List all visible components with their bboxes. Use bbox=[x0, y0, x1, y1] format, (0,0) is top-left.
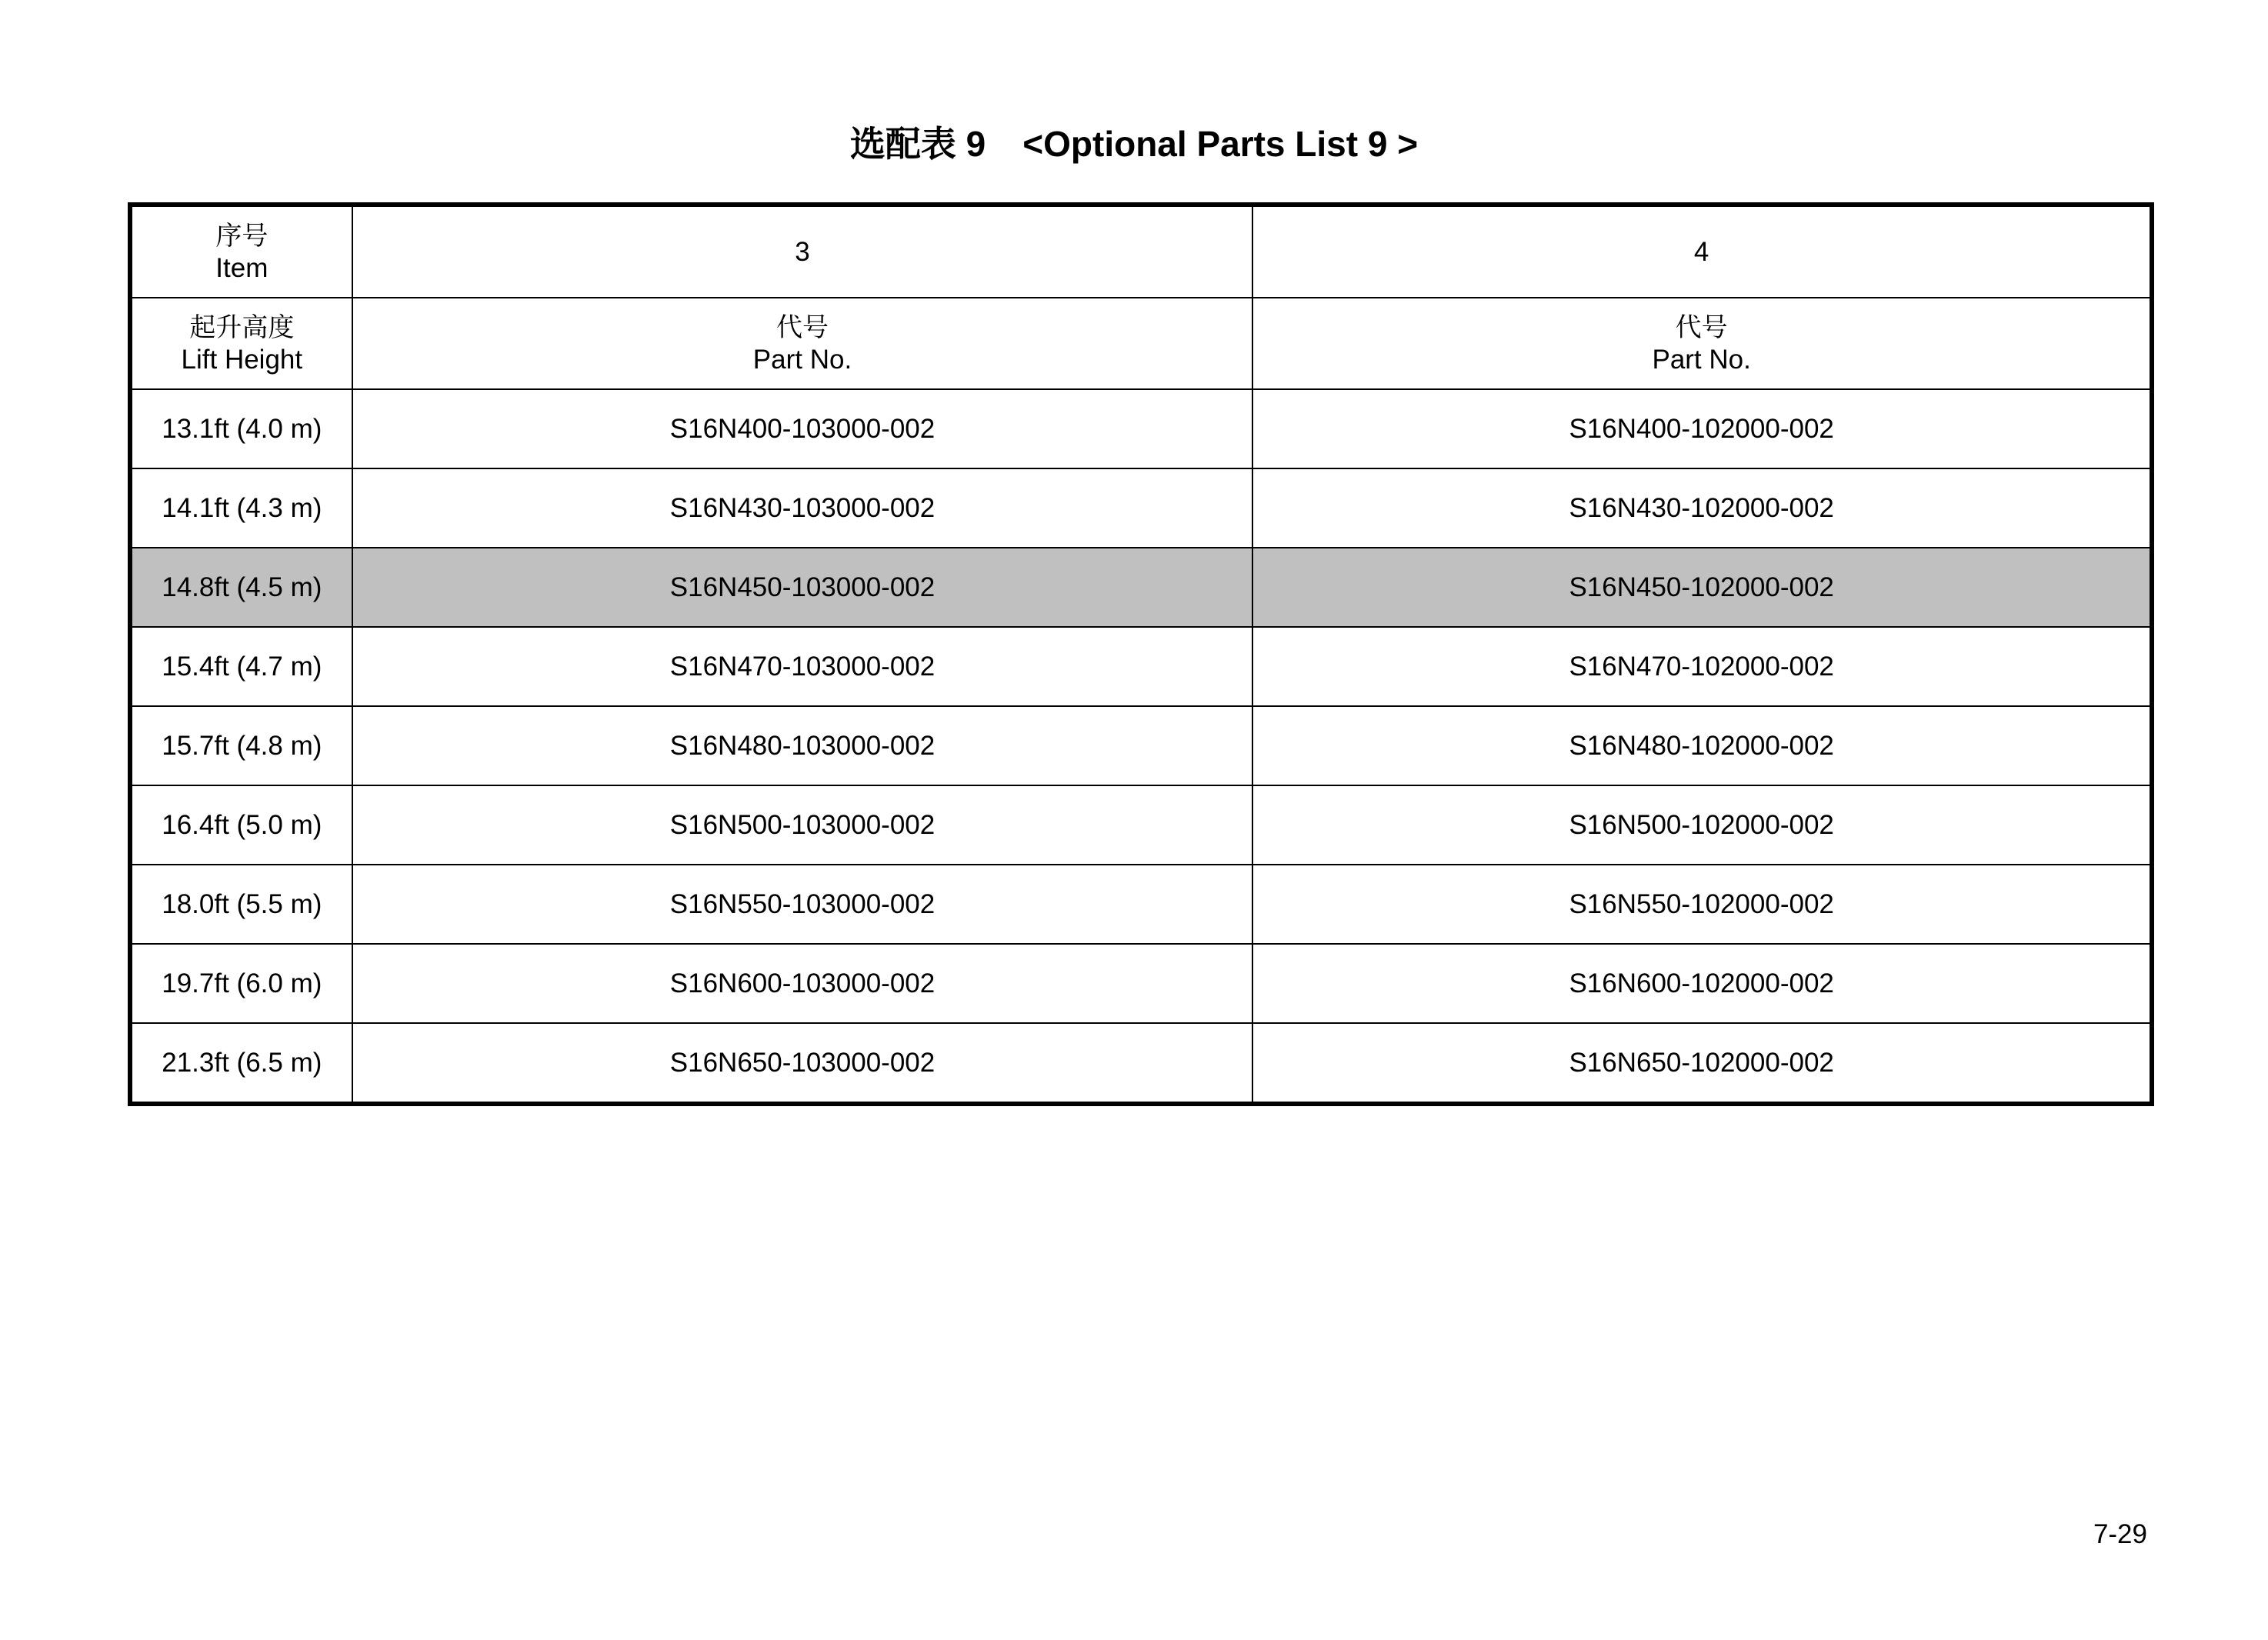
part-no-col4-cell: S16N450-102000-002 bbox=[1252, 548, 2152, 627]
part-no-col3-cell: S16N470-103000-002 bbox=[352, 627, 1253, 706]
page-title bbox=[0, 117, 2268, 171]
part-no-col4-cell: S16N470-102000-002 bbox=[1252, 627, 2152, 706]
header-row-item bbox=[130, 205, 2152, 298]
table-row bbox=[130, 468, 2152, 548]
table-row bbox=[130, 1023, 2152, 1104]
part-no-col3-cell: S16N550-103000-002 bbox=[352, 865, 1253, 944]
page-title-cn: 选配表 9 bbox=[849, 124, 986, 164]
table-row bbox=[130, 785, 2152, 865]
header-part-no-col4 bbox=[1252, 298, 2152, 389]
lift-height-cell: 14.8ft (4.5 m) bbox=[130, 548, 352, 627]
lift-height-cell: 18.0ft (5.5 m) bbox=[130, 865, 352, 944]
header-item-col4: 4 bbox=[1252, 205, 2152, 298]
lift-height-cell: 15.7ft (4.8 m) bbox=[130, 706, 352, 785]
part-no-col3-cell: S16N480-103000-002 bbox=[352, 706, 1253, 785]
header-part-no-col3-cn: 代号 bbox=[775, 312, 829, 343]
page-number: 7-29 bbox=[2093, 1519, 2147, 1549]
part-no-col4-cell: S16N650-102000-002 bbox=[1252, 1023, 2152, 1104]
lift-height-cell: 14.1ft (4.3 m) bbox=[130, 468, 352, 548]
table-row bbox=[130, 706, 2152, 785]
part-no-col3-cell: S16N650-103000-002 bbox=[352, 1023, 1253, 1104]
header-item-col3: 3 bbox=[352, 205, 1253, 298]
header-lift-height-cn: 起升高度 bbox=[189, 312, 295, 343]
part-no-col4-cell: S16N600-102000-002 bbox=[1252, 944, 2152, 1023]
part-no-col4-cell: S16N550-102000-002 bbox=[1252, 865, 2152, 944]
header-part-no-col3 bbox=[352, 298, 1253, 389]
header-part-no-col3-en: Part No. bbox=[752, 344, 852, 375]
header-row-part bbox=[130, 298, 2152, 389]
table-row bbox=[130, 944, 2152, 1023]
table-row bbox=[130, 627, 2152, 706]
table-row bbox=[130, 389, 2152, 468]
table-row bbox=[130, 865, 2152, 944]
lift-height-cell: 16.4ft (5.0 m) bbox=[130, 785, 352, 865]
part-no-col4-cell: S16N430-102000-002 bbox=[1252, 468, 2152, 548]
part-no-col3-cell: S16N430-103000-002 bbox=[352, 468, 1253, 548]
part-no-col3-cell: S16N450-103000-002 bbox=[352, 548, 1253, 627]
lift-height-cell: 15.4ft (4.7 m) bbox=[130, 627, 352, 706]
header-lift-height-cell bbox=[130, 298, 352, 389]
part-no-col3-cell: S16N600-103000-002 bbox=[352, 944, 1253, 1023]
part-no-col4-cell: S16N500-102000-002 bbox=[1252, 785, 2152, 865]
header-item-cell bbox=[130, 205, 352, 298]
page-title-en: <Optional Parts List 9 > bbox=[1022, 124, 1419, 164]
lift-height-cell: 13.1ft (4.0 m) bbox=[130, 389, 352, 468]
table-row-highlighted bbox=[130, 548, 2152, 627]
part-no-col3-cell: S16N400-103000-002 bbox=[352, 389, 1253, 468]
lift-height-cell: 19.7ft (6.0 m) bbox=[130, 944, 352, 1023]
part-no-col4-cell: S16N400-102000-002 bbox=[1252, 389, 2152, 468]
part-no-col4-cell: S16N480-102000-002 bbox=[1252, 706, 2152, 785]
header-item-en: Item bbox=[215, 252, 268, 283]
lift-height-cell: 21.3ft (6.5 m) bbox=[130, 1023, 352, 1104]
header-lift-height-en: Lift Height bbox=[181, 344, 303, 375]
header-item-cn: 序号 bbox=[215, 220, 268, 252]
header-part-no-col4-cn: 代号 bbox=[1675, 312, 1728, 343]
optional-parts-table bbox=[128, 202, 2154, 1106]
part-no-col3-cell: S16N500-103000-002 bbox=[352, 785, 1253, 865]
header-part-no-col4-en: Part No. bbox=[1652, 344, 1751, 375]
